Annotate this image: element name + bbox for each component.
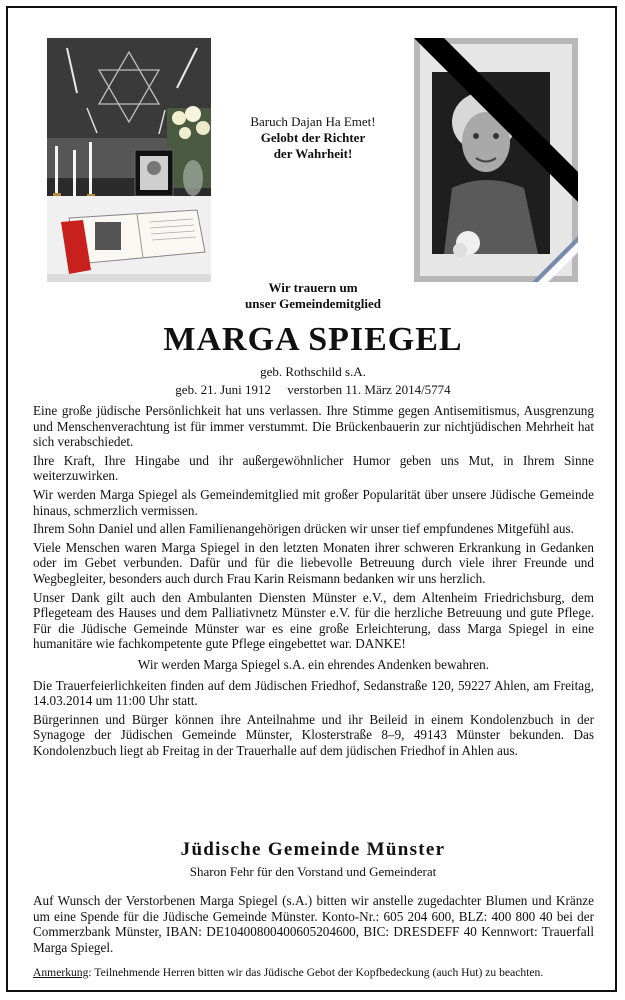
funeral-info: Die Trauerfeierlichkeiten finden auf dem Jüdischen Friedhof, Sedanstraße 120, 59227 Ahlen, am Freitag, 14.03.2014 um 11:00 Uhr statt.	[33, 677, 594, 709]
paragraph: Viele Menschen waren Marga Spiegel in den letzten Monaten ihrer schweren Erkrankung in Gedanken oder im Gebet verbunden. Dafür und für die liebevolle Betreuung durch viele ihrer Freunde und Wegbegleiter, besonders auch durch Frau Karin Reismann bedanken wir uns herzlich.	[33, 539, 594, 586]
death-date: verstorben 11. März 2014/5774	[287, 382, 451, 397]
paragraph: Eine große jüdische Persönlichkeit hat uns verlassen. Ihre Stimme gegen Antisemitismus, Ausgrenzung und Menschenverachtung ist für immer verstummt. Die Brückenbauerin zur nichtjüdischen Mehrheit hat sich verabschiedet.	[33, 403, 594, 450]
footnote-text: : Teilnehmende Herren bitten wir das Jüdische Gebot der Kopfbedeckung (auch Hut) zu beachten.	[88, 966, 544, 979]
organization-name: Jüdische Gemeinde Münster	[180, 839, 446, 860]
paragraph: Ihre Kraft, Ihre Hingabe und ihr außergewöhnlicher Humor geben uns Mut, in Ihrem Sinne weiterzuwirken.	[33, 452, 594, 484]
birth-name: geb. Rothschild s.A.	[260, 364, 366, 379]
birth-date: geb. 21. Juni 1912	[175, 382, 271, 397]
obituary-notice	[6, 6, 617, 992]
paragraph: Unser Dank gilt auch den Ambulanten Diensten Münster e.V., dem Altenheim Friedrichsburg, dem Pflegeteam des Hauses und dem Palliativnetz Münster e.V. für die herzliche Betreuung und gute Pflege. Für die Jüdische Gemeinde Münster war es eine große Erleichterung, dass Marga Spiegel in eine humanitäre wie fachkompetente gute Pflege eingebettet war. DANKE!	[33, 589, 594, 652]
paragraph: Ihrem Sohn Daniel und allen Familienangehörigen drücken wir unser tief empfundenes Mitgefühl aus.	[33, 521, 574, 537]
mourning-heading	[158, 280, 468, 312]
blessing-translation-1: Gelobt der Richter	[260, 130, 366, 145]
condolence-info: Bürgerinnen und Bürger können ihre Anteilnahme und ihr Beileid in einem Kondolenzbuch in der Synagoge der Jüdischen Gemeinde Münster, Klosterstraße 8–9, 49143 Münster bekunden. Das Kondolenzbuch liegt ab Freitag in der Trauerhalle auf dem jüdischen Friedhof in Ahlen aus.	[33, 711, 594, 758]
mourning-line-1: Wir trauern um	[268, 280, 358, 295]
footnote	[33, 965, 604, 980]
memorial-table-photo	[47, 38, 211, 282]
portrait-photo	[414, 38, 578, 282]
footnote-label: Anmerkung	[33, 966, 89, 979]
life-dates	[88, 382, 538, 398]
blessing-line: Baruch Dajan Ha Emet!	[250, 114, 376, 129]
deceased-name: MARGA SPIEGEL	[163, 321, 463, 358]
memory-line: Wir werden Marga Spiegel s.A. ein ehrendes Andenken bewahren.	[137, 656, 490, 672]
paragraph: Wir werden Marga Spiegel als Gemeindemitglied mit großer Popularität über unsere Jüdische Gemeinde hinaus, schmerzlich vermissen.	[33, 486, 594, 518]
obituary-body	[33, 403, 594, 761]
hebrew-blessing	[218, 114, 408, 162]
donation-request: Auf Wunsch der Verstorbenen Marga Spiegel (s.A.) bitten wir anstelle zugedachter Blumen und Kränze um eine Spende für die Jüdische Gemeinde Münster. Konto-Nr.: 605 204 600, BLZ: 400 800 40 bei der Commerzbank Münster, IBAN: DE10400800400605204600, BIC: DRESDEFF 40 Kennwort: Trauerfall Marga Spiegel.	[33, 893, 594, 955]
mourning-line-2: unser Gemeindemitglied	[245, 296, 381, 311]
blessing-translation-2: der Wahrheit!	[273, 146, 353, 161]
organization-board: Sharon Fehr für den Vorstand und Gemeinderat	[189, 864, 437, 879]
